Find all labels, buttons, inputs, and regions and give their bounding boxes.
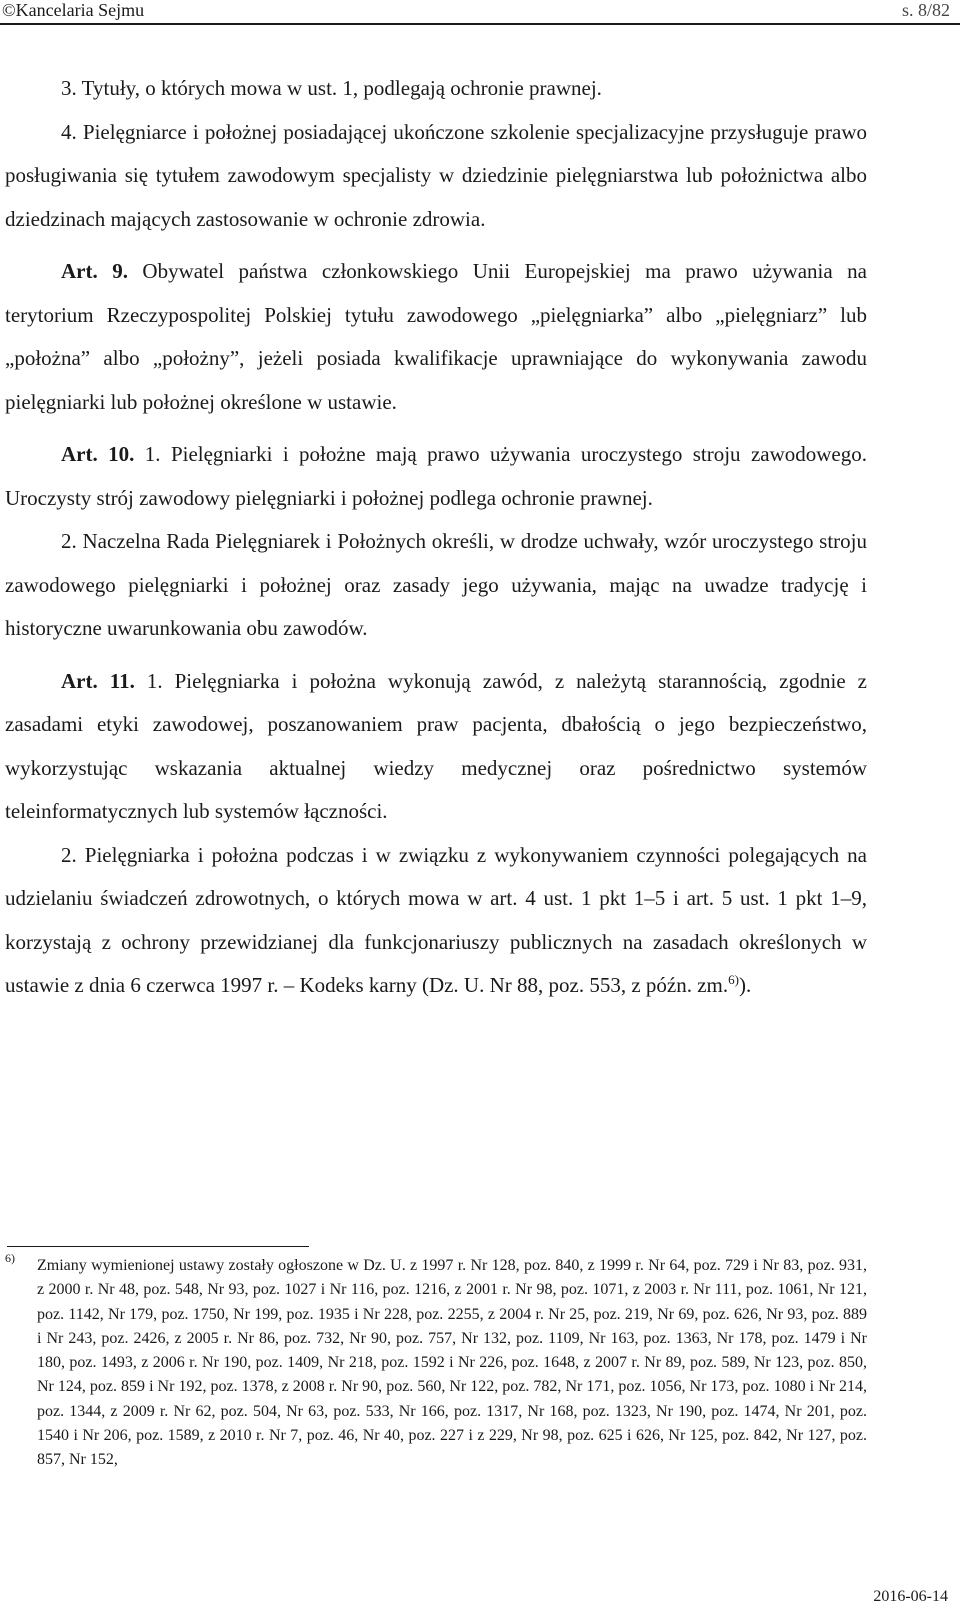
footnote-mark: 6) [5,1251,15,1265]
article-9-text: Obywatel państwa członkowskiego Unii Europejskiej ma prawo używania na terytorium Rzeczypospolitej Polskiej tytułu zawodowego „pielęgniarka” albo „pielęgniarz” lub „położna” albo „położny”, jeżeli posiada kwalifikacje uprawniające do wykonywania zawodu pielęgniarki lub położnej określone w ustawie. [5,259,867,414]
document-date: 2016-06-14 [873,1588,948,1605]
page-header [0,0,960,20]
article-10-ust1-text: 1. Pielęgniarki i położne mają prawo używania uroczystego stroju zawodowego. Uroczysty strój zawodowy pielęgniarki i położnej podlega ochronie prawnej. [5,442,868,510]
article-10-number: Art. 10. [61,442,135,466]
footnote-text: Zmiany wymienionej ustawy zostały ogłoszone w Dz. U. z 1997 r. Nr 128, poz. 840, z 1999 r. Nr 64, poz. 729 i Nr 83, poz. 931, z 2000 r. Nr 48, poz. 548, Nr 93, poz. 1027 i Nr 116, poz. 1216, z 2001 r. Nr 98, poz. 1071, z 2003 r. Nr 111, poz. 1061, Nr 121, poz. 1142, Nr 179, poz. 1750, Nr 199, poz. 1935 i Nr 228, poz. 2255, z 2004 r. Nr 25, poz. 219, Nr 69, poz. 626, Nr 93, poz. 889 i Nr 243, poz. 2426, z 2005 r. Nr 86, poz. 732, Nr 90, poz. 757, Nr 132, poz. 1109, Nr 163, poz. 1363, Nr 178, poz. 1479 i Nr 180, poz. 1493, z 2006 r. Nr 190, poz. 1409, Nr 218, poz. 1592 i Nr 226, poz. 1648, z 2007 r. Nr 89, poz. 589, Nr 123, poz. 850, Nr 124, poz. 859 i Nr 192, poz. 1378, z 2008 r. Nr 90, poz. 560, Nr 122, poz. 782, Nr 171, poz. 1056, Nr 173, poz. 1080 i Nr 214, poz. 1344, z 2009 r. Nr 62, poz. 504, Nr 63, poz. 533, Nr 166, poz. 1317, Nr 168, poz. 1323, Nr 190, poz. 1474, Nr 201, poz. 1540 i Nr 206, poz. 1589, z 2010 r. Nr 7, poz. 46, Nr 40, poz. 227 i z 229, Nr 98, poz. 625 i 626, Nr 125, poz. 842, Nr 127, poz. 857, Nr 152, [37,1257,867,1469]
header-divider [0,23,960,25]
page-number: s. 8/82 [901,0,950,20]
article-9-number: Art. 9. [61,259,128,283]
footnote-divider [7,1246,309,1247]
article-11-ust2-end: ). [738,973,752,997]
article-11-ust2 [5,834,867,1008]
paragraph-art8-ust3: 3. Tytuły, o których mowa w ust. 1, podlegają ochronie prawnej. [61,76,602,100]
footnote [5,1251,867,1473]
article-11-ust1 [5,660,867,834]
article-10-ust1 [5,433,867,520]
copyright-label: ©Kancelaria Sejmu [2,0,145,20]
article-11-ust2-text: 2. Pielęgniarka i położna podczas i w związku z wykonywaniem czynności polegających na udzielaniu świadczeń zdrowotnych, o których mowa w art. 4 ust. 1 pkt 1–5 i art. 5 ust. 1 pkt 1–9, korzystają z ochrony przewidzianej dla funkcjonariuszy publicznych na zasadach określonych w ustawie z dnia 6 czerwca 1997 r. – Kodeks karny (Dz. U. Nr 88, poz. 553, z późn. zm. [5,842,867,997]
article-11-ust1-text: 1. Pielęgniarka i położna wykonują zawód, z należytą starannością, zgodnie z zasadami etyki zawodowej, poszanowaniem praw pacjenta, dbałością o jego bezpieczeństwo, wykorzystując wskazania aktualnej wiedzy medycznej oraz pośrednictwo systemów teleinformatycznych lub systemów łączności. [5,668,867,823]
article-11-number: Art. 11. [61,668,135,693]
article-9 [5,250,867,424]
article-10-ust2: 2. Naczelna Rada Pielęgniarek i Położnych określi, w drodze uchwały, wzór uroczystego stroju zawodowego pielęgniarki i położnej oraz zasady jego używania, mając na uwadze tradycję i historyczne uwarunkowania obu zawodów. [5,529,867,640]
paragraph-art8-ust4: 4. Pielęgniarce i położnej posiadającej ukończone szkolenie specjalizacyjne przysługuje prawo posługiwania się tytułem zawodowym specjalisty w dziedzinie pielęgniarstwa lub położnictwa albo dziedzinach mających zastosowanie w ochronie zdrowia. [5,119,867,231]
footnote-reference[interactable]: 6) [728,972,739,987]
document-body [5,67,867,1008]
